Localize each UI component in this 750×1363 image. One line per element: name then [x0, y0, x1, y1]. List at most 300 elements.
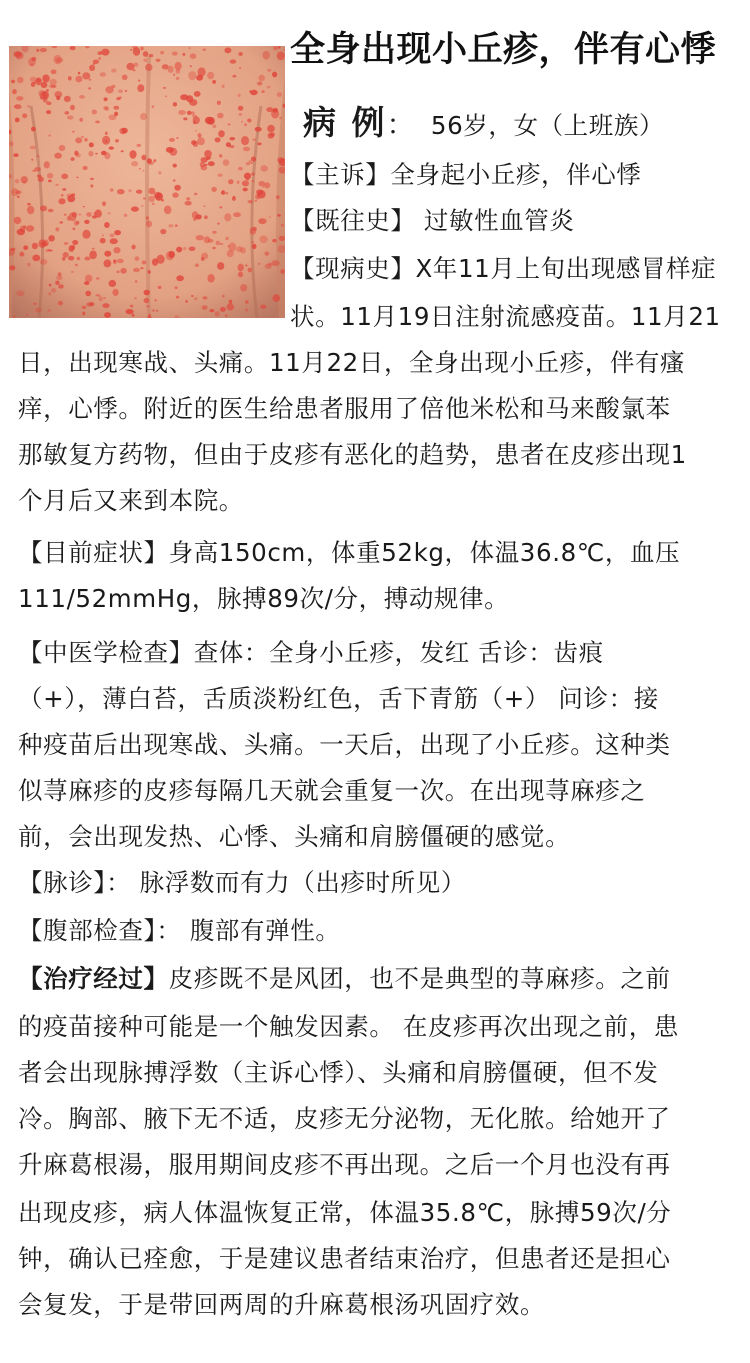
- rash-spot: [149, 196, 155, 202]
- rash-spot: [108, 212, 111, 214]
- rash-spot: [152, 203, 155, 205]
- rash-spot: [40, 48, 47, 52]
- rash-spot: [271, 109, 279, 118]
- rash-spot: [132, 245, 136, 250]
- rash-spot: [238, 94, 241, 97]
- rash-spot: [220, 243, 224, 245]
- rash-spot: [26, 314, 28, 316]
- rash-spot: [141, 205, 144, 207]
- rash-spot: [56, 276, 62, 280]
- rash-spot: [138, 80, 140, 82]
- rash-spot: [14, 104, 22, 109]
- rash-spot: [105, 86, 113, 93]
- rash-spot: [245, 308, 248, 311]
- rash-spot: [272, 239, 277, 243]
- rash-spot: [27, 105, 30, 108]
- skin-rash-back-photo-icon: [9, 46, 285, 318]
- rash-spot: [218, 174, 223, 177]
- rash-spot: [143, 170, 145, 172]
- rash-spot: [217, 262, 224, 270]
- rash-spot: [104, 222, 110, 228]
- rash-spot: [174, 185, 181, 191]
- rash-spot: [249, 160, 251, 162]
- rash-spot: [204, 215, 208, 219]
- rash-spot: [247, 119, 251, 123]
- rash-spot: [207, 72, 214, 79]
- rash-spot: [84, 220, 89, 224]
- rash-spot: [118, 89, 123, 93]
- tcm-exam-line-1: 【中医学检查】查体：全身小丘疹，发红 舌诊：齿痕: [18, 638, 604, 667]
- page-title: 全身出现小丘疹，伴有心悸: [290, 30, 717, 70]
- rash-spot: [77, 257, 81, 261]
- rash-spot: [61, 194, 64, 197]
- rash-spot: [140, 113, 147, 120]
- rash-spot: [192, 114, 197, 118]
- rash-spot: [152, 258, 158, 265]
- rash-spot: [95, 121, 100, 124]
- tcm-exam-line-3: 种疫苗后出现寒战、头痛。一天后，出现了小丘疹。这种类: [18, 730, 671, 759]
- rash-spot: [205, 117, 213, 124]
- rash-spot: [194, 297, 197, 300]
- rash-spot: [155, 299, 157, 301]
- rash-spot: [30, 77, 37, 82]
- rash-spot: [130, 49, 132, 51]
- rash-spot: [72, 240, 78, 245]
- rash-spot: [277, 157, 284, 162]
- rash-spot: [238, 272, 243, 278]
- rash-spot: [189, 47, 191, 49]
- rash-spot: [36, 77, 41, 82]
- rash-spot: [56, 227, 60, 231]
- rash-spot: [278, 46, 281, 49]
- rash-spot: [114, 247, 121, 253]
- rash-spot: [237, 181, 240, 184]
- rash-spot: [67, 115, 74, 119]
- rash-spot: [89, 142, 94, 147]
- rash-spot: [265, 264, 272, 269]
- rash-spot: [64, 214, 67, 216]
- rash-spot: [267, 69, 271, 72]
- rash-spot: [131, 206, 139, 211]
- rash-spot: [31, 159, 33, 161]
- rash-spot: [212, 231, 216, 234]
- rash-spot: [163, 87, 166, 89]
- rash-spot: [55, 281, 59, 285]
- rash-spot: [32, 170, 35, 172]
- rash-spot: [70, 46, 76, 50]
- rash-spot: [243, 188, 248, 192]
- rash-spot: [36, 155, 39, 158]
- rash-spot: [194, 91, 201, 97]
- rash-spot: [42, 75, 49, 83]
- rash-spot: [71, 157, 75, 161]
- rash-spot: [89, 251, 97, 260]
- rash-spot: [258, 263, 260, 265]
- rash-spot: [279, 117, 281, 120]
- body-line-7: 那敏复方药物，但由于皮疹有恶化的趋势，患者在皮疹出现1: [18, 440, 687, 469]
- rash-spot: [188, 71, 196, 80]
- rash-spot: [20, 226, 25, 232]
- rash-spot: [99, 296, 103, 301]
- rash-spot: [15, 52, 23, 60]
- rash-spot: [86, 302, 93, 306]
- rash-spot: [69, 245, 75, 252]
- rash-spot: [212, 125, 216, 129]
- rash-spot: [135, 280, 138, 282]
- rash-spot: [78, 72, 80, 75]
- rash-spot: [110, 238, 118, 244]
- rash-spot: [67, 216, 71, 221]
- rash-spot: [22, 113, 27, 118]
- rash-spot: [277, 214, 281, 217]
- rash-spot: [128, 189, 131, 192]
- rash-spot: [104, 312, 111, 318]
- rash-spot: [201, 157, 208, 163]
- rash-spot: [198, 133, 202, 138]
- rash-spot: [233, 196, 236, 198]
- rash-spot: [89, 79, 92, 81]
- rash-spot: [251, 172, 255, 175]
- rash-spot: [258, 218, 266, 224]
- rash-spot: [238, 167, 243, 171]
- rash-spot: [131, 161, 138, 166]
- rash-spot: [228, 245, 230, 247]
- rash-spot: [134, 297, 136, 299]
- rash-spot: [211, 187, 216, 192]
- rash-spot: [258, 181, 265, 186]
- rash-spot: [185, 300, 188, 303]
- rash-spot: [268, 133, 274, 139]
- rash-spot: [103, 297, 105, 298]
- rash-spot: [227, 304, 235, 311]
- rash-spot: [232, 75, 236, 78]
- rash-spot: [212, 80, 216, 84]
- rash-spot: [27, 206, 34, 215]
- rash-spot: [250, 227, 257, 235]
- rash-spot: [117, 259, 124, 263]
- rash-spot: [100, 72, 106, 77]
- rash-spot: [195, 130, 197, 132]
- rash-spot: [79, 95, 85, 99]
- rash-spot: [215, 311, 220, 317]
- rash-spot: [168, 251, 175, 258]
- rash-spot: [145, 64, 153, 71]
- abdominal-exam: 【腹部检查】： 腹部有弹性。: [18, 916, 341, 945]
- rash-spot: [258, 75, 265, 82]
- rash-spot: [101, 49, 109, 56]
- rash-spot: [101, 151, 107, 156]
- rash-spot: [90, 178, 94, 180]
- rash-spot: [169, 148, 177, 156]
- rash-spot: [263, 186, 265, 188]
- rash-spot: [183, 53, 186, 56]
- rash-spot: [143, 59, 147, 62]
- rash-spot: [172, 52, 178, 56]
- rash-spot: [141, 155, 146, 161]
- rash-spot: [160, 51, 164, 54]
- rash-spot: [83, 166, 88, 170]
- pulse-diagnosis: 【脉诊】： 脉浮数而有力（出疹时所见）: [18, 868, 466, 897]
- rash-spot: [98, 51, 103, 55]
- rash-spot: [189, 247, 196, 252]
- rash-spot: [126, 309, 134, 314]
- rash-spot: [105, 132, 108, 135]
- rash-spot: [64, 242, 68, 245]
- rash-spot: [160, 229, 166, 234]
- rash-spot: [136, 190, 142, 194]
- rash-spot: [102, 201, 106, 206]
- rash-spot: [256, 189, 263, 195]
- rash-spot: [156, 310, 158, 312]
- rash-spot: [252, 244, 257, 249]
- rash-spot: [186, 197, 190, 200]
- rash-spot: [46, 102, 51, 106]
- rash-spot: [55, 91, 63, 98]
- rash-spot: [152, 105, 155, 108]
- rash-spot: [117, 189, 125, 194]
- rash-spot: [172, 192, 178, 197]
- rash-spot: [190, 65, 192, 67]
- rash-spot: [243, 147, 250, 152]
- rash-spot: [27, 263, 30, 267]
- rash-spot: [218, 130, 225, 137]
- rash-spot: [95, 153, 98, 155]
- rash-spot: [198, 67, 206, 76]
- rash-spot: [208, 161, 215, 166]
- rash-spot: [250, 90, 258, 95]
- rash-spot: [202, 49, 206, 51]
- rash-spot: [263, 51, 270, 60]
- case-line: [303, 100, 664, 148]
- rash-spot: [245, 300, 248, 304]
- rash-spot: [102, 303, 109, 308]
- rash-spot: [228, 179, 234, 184]
- rash-spot: [225, 314, 228, 316]
- rash-spot: [246, 178, 249, 180]
- rash-spot: [245, 265, 248, 267]
- rash-spot: [10, 248, 15, 251]
- rash-spot: [86, 212, 91, 217]
- rash-spot: [158, 171, 161, 174]
- rash-spot: [71, 271, 74, 273]
- rash-spot: [153, 159, 156, 162]
- rash-spot: [252, 138, 256, 141]
- rash-spot: [33, 302, 37, 305]
- rash-spot: [83, 206, 85, 207]
- treatment-line-7: 钟，确认已痊愈，于是建议患者结束治疗，但患者还是担心: [18, 1244, 671, 1273]
- rash-spot: [102, 234, 104, 236]
- rash-spot: [111, 69, 116, 73]
- rash-spot: [224, 47, 231, 53]
- rash-spot: [135, 256, 140, 261]
- rash-spot: [169, 138, 175, 142]
- rash-spot: [102, 136, 110, 145]
- past-history: 【既往史】 过敏性血管炎: [290, 206, 575, 235]
- rash-spot: [272, 260, 280, 266]
- rash-spot: [273, 294, 281, 302]
- rash-spot: [90, 184, 93, 187]
- rash-spot: [217, 101, 221, 105]
- rash-spot: [38, 239, 46, 248]
- rash-spot: [64, 96, 71, 102]
- rash-spot: [82, 72, 90, 79]
- rash-spot: [242, 180, 249, 186]
- rash-spot: [23, 182, 26, 184]
- rash-spot: [142, 260, 147, 264]
- rash-spot: [260, 165, 268, 172]
- rash-spot: [272, 72, 277, 78]
- rash-spot: [49, 284, 52, 287]
- rash-spot: [176, 296, 179, 299]
- rash-spot: [279, 236, 285, 241]
- rash-spot: [32, 243, 38, 250]
- rash-spot: [48, 292, 51, 295]
- rash-spot: [46, 89, 49, 91]
- rash-spot: [238, 106, 243, 111]
- rash-spot: [129, 150, 136, 159]
- rash-spot: [230, 145, 235, 148]
- rash-spot: [236, 246, 242, 252]
- rash-spot: [41, 82, 48, 88]
- rash-spot: [62, 257, 65, 261]
- rash-spot: [248, 268, 252, 273]
- rash-spot: [176, 275, 184, 281]
- rash-spot: [125, 90, 127, 92]
- rash-spot: [82, 312, 85, 316]
- rash-spot: [50, 79, 57, 86]
- rash-spot: [49, 85, 53, 88]
- rash-spot: [281, 224, 284, 227]
- rash-spot: [141, 47, 144, 50]
- rash-spot: [14, 217, 22, 224]
- rash-spot: [255, 127, 262, 132]
- rash-spot: [176, 137, 178, 139]
- body-line-5: 日，出现寒战、头痛。11月22日，全身出现小丘疹，伴有瘙: [18, 348, 686, 377]
- rash-spot: [255, 200, 258, 202]
- rash-spot: [15, 179, 20, 183]
- rash-spot: [143, 51, 149, 57]
- rash-spot: [124, 214, 128, 217]
- rash-spot: [104, 97, 108, 101]
- rash-spot: [252, 180, 254, 182]
- rash-spot: [119, 97, 122, 99]
- rash-spot: [104, 251, 111, 257]
- rash-spot: [164, 206, 172, 215]
- treatment-line-1: [18, 956, 671, 1001]
- rash-spot: [59, 145, 66, 151]
- rash-photo: [9, 46, 285, 318]
- rash-spot: [193, 218, 196, 221]
- rash-spot: [81, 136, 84, 138]
- rash-spot: [85, 275, 92, 283]
- rash-spot: [27, 203, 31, 206]
- rash-spot: [74, 151, 78, 156]
- rash-spot: [74, 221, 78, 226]
- rash-spot: [194, 193, 198, 196]
- rash-spot: [110, 188, 114, 191]
- rash-spot: [117, 271, 120, 274]
- rash-spot: [149, 188, 156, 195]
- rash-spot: [36, 49, 39, 52]
- rash-spot: [223, 159, 229, 166]
- rash-spot: [191, 295, 194, 297]
- rash-spot: [250, 162, 252, 164]
- treatment-line-6: 出现皮疹，病人体温恢复正常，体温35.8℃，脉搏59次/分: [18, 1198, 672, 1227]
- rash-spot: [78, 214, 81, 216]
- rash-spot: [132, 314, 135, 317]
- rash-spot: [190, 53, 197, 59]
- rash-spot: [168, 224, 173, 227]
- rash-spot: [144, 290, 150, 296]
- rash-spot: [92, 110, 97, 115]
- rash-spot: [203, 296, 208, 299]
- rash-spot: [47, 173, 53, 179]
- rash-spot: [88, 87, 91, 89]
- rash-spot: [137, 84, 144, 92]
- rash-spot: [239, 113, 243, 116]
- rash-spot: [40, 259, 48, 265]
- rash-spot: [225, 237, 229, 241]
- rash-spot: [60, 221, 64, 223]
- rash-spot: [26, 225, 34, 231]
- rash-spot: [46, 110, 51, 114]
- rash-spot: [51, 70, 57, 75]
- rash-spot: [221, 191, 225, 195]
- chief-complaint: 【主诉】全身起小丘疹，伴心悸: [290, 160, 642, 189]
- rash-spot: [85, 291, 91, 297]
- treatment-line-2: 的疫苗接种可能是一个触发因素。 在皮疹再次出现之前，患: [18, 1012, 679, 1041]
- treatment-line-8: 会复发，于是带回两周的升麻葛根汤巩固疗效。: [18, 1290, 546, 1319]
- rash-spot: [82, 306, 87, 309]
- rash-spot: [65, 111, 70, 115]
- rash-spot: [158, 286, 162, 289]
- rash-spot: [134, 63, 138, 67]
- rash-spot: [173, 179, 176, 181]
- rash-spot: [224, 213, 231, 221]
- rash-spot: [44, 161, 50, 168]
- rash-spot: [260, 305, 266, 310]
- rash-spot: [273, 46, 278, 50]
- rash-spot: [113, 260, 117, 264]
- rash-spot: [265, 252, 270, 256]
- rash-spot: [48, 235, 54, 241]
- rash-spot: [262, 90, 265, 93]
- rash-spot: [56, 58, 64, 63]
- rash-spot: [51, 288, 56, 293]
- rash-spot: [147, 158, 152, 163]
- rash-spot: [241, 136, 249, 145]
- rash-spot: [257, 143, 261, 146]
- rash-spot: [207, 274, 214, 283]
- rash-spot: [133, 268, 140, 272]
- rash-spot: [264, 182, 270, 188]
- rash-spot: [67, 195, 75, 202]
- rash-spot: [75, 264, 78, 266]
- rash-spot: [280, 269, 285, 274]
- rash-spot: [175, 225, 178, 227]
- rash-spot: [40, 205, 47, 211]
- rash-spot: [241, 121, 243, 123]
- rash-spot: [146, 221, 152, 228]
- rash-spot: [121, 150, 124, 152]
- rash-spot: [229, 300, 233, 304]
- rash-spot: [191, 111, 194, 114]
- treatment-line-5: 升麻葛根湯，服用期间皮疹不再出现。之后一个月也没有再: [18, 1150, 671, 1179]
- rash-spot: [72, 131, 75, 133]
- rash-spot: [219, 154, 223, 158]
- rash-spot: [146, 216, 149, 219]
- rash-spot: [93, 60, 99, 65]
